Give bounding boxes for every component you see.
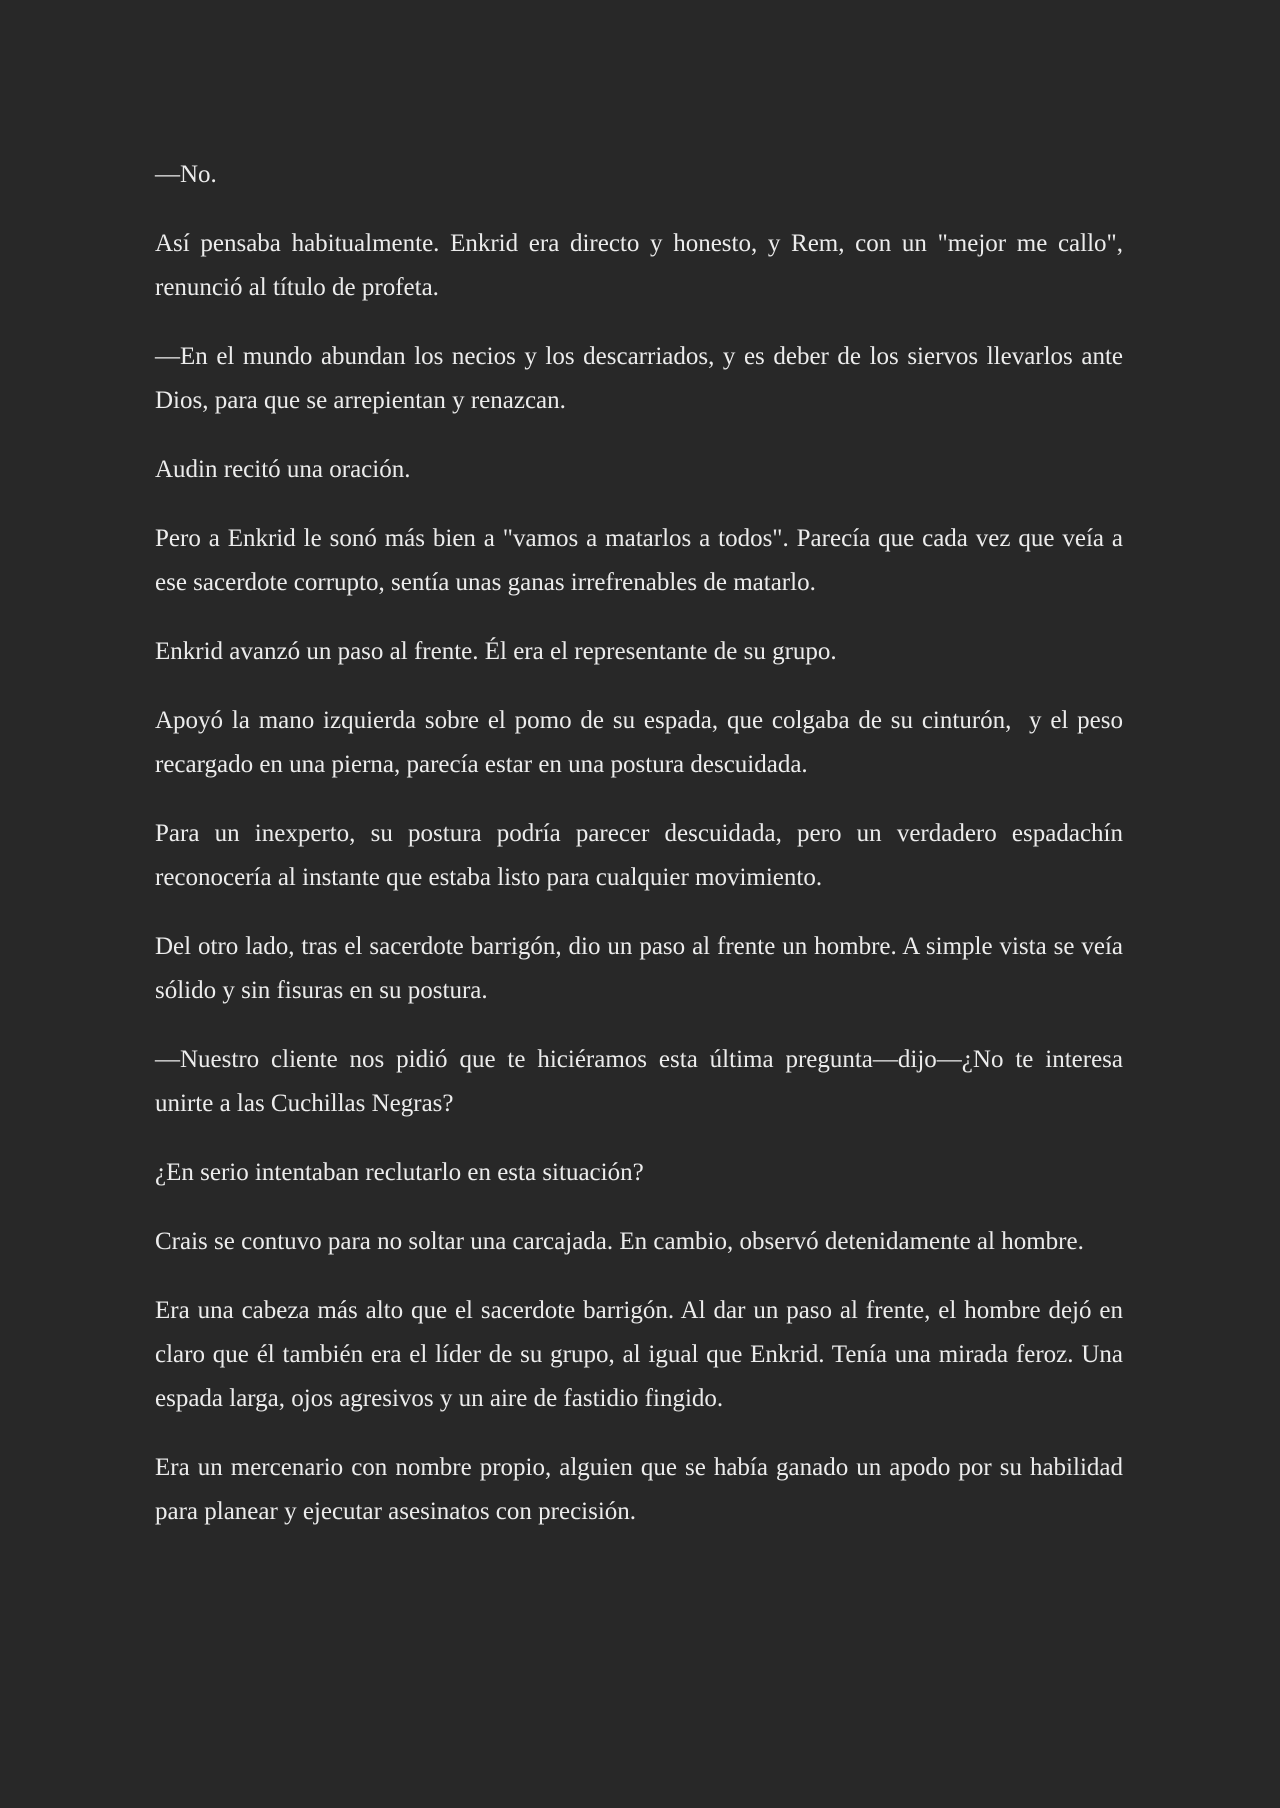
paragraph-4: Audin recitó una oración. <box>155 456 411 483</box>
paragraph-11: ¿En serio intentaban reclutarlo en esta situación? <box>155 1159 644 1186</box>
paragraph-5: Pero a Enkrid le sonó más bien a "vamos a matarlos a todos". Parecía que cada vez que veía a ese sacerdote corrupto, sentía unas ganas irrefrenables de matarlo. <box>155 525 1130 596</box>
paragraph-13: Era una cabeza más alto que el sacerdote barrigón. Al dar un paso al frente, el hombre dejó en claro que él también era el líder de su grupo, al igual que Enkrid. Tenía una mirada feroz. Una espada larga, ojos agresivos y un aire de fastidio fingido. <box>155 1297 1130 1412</box>
paragraph-3: —En el mundo abundan los necios y los descarriados, y es deber de los siervos llevarlos ante Dios, para que se arrepientan y renazcan. <box>155 343 1130 414</box>
paragraph-2: Así pensaba habitualmente. Enkrid era directo y honesto, y Rem, con un "mejor me callo", renunció al título de profeta. <box>155 230 1130 301</box>
paragraph-1: —No. <box>155 161 217 188</box>
paragraph-14: Era un mercenario con nombre propio, alguien que se había ganado un apodo por su habilidad para planear y ejecutar asesinatos con precisión. <box>155 1454 1130 1525</box>
paragraph-12: Crais se contuvo para no soltar una carcajada. En cambio, observó detenidamente al hombre. <box>155 1228 1084 1255</box>
paragraph-8: Para un inexperto, su postura podría parecer descuidada, pero un verdadero espadachín reconocería al instante que estaba listo para cualquier movimiento. <box>155 820 1130 891</box>
paragraph-9: Del otro lado, tras el sacerdote barrigón, dio un paso al frente un hombre. A simple vista se veía sólido y sin fisuras en su postura. <box>155 933 1130 1004</box>
document-page <box>155 153 1130 1559</box>
paragraph-7: Apoyó la mano izquierda sobre el pomo de su espada, que colgaba de su cinturón, y el peso recargado en una pierna, parecía estar en una postura descuidada. <box>155 707 1130 778</box>
paragraph-6: Enkrid avanzó un paso al frente. Él era el representante de su grupo. <box>155 638 837 665</box>
paragraph-10: —Nuestro cliente nos pidió que te hiciéramos esta última pregunta—dijo—¿No te interesa unirte a las Cuchillas Negras? <box>155 1046 1130 1117</box>
